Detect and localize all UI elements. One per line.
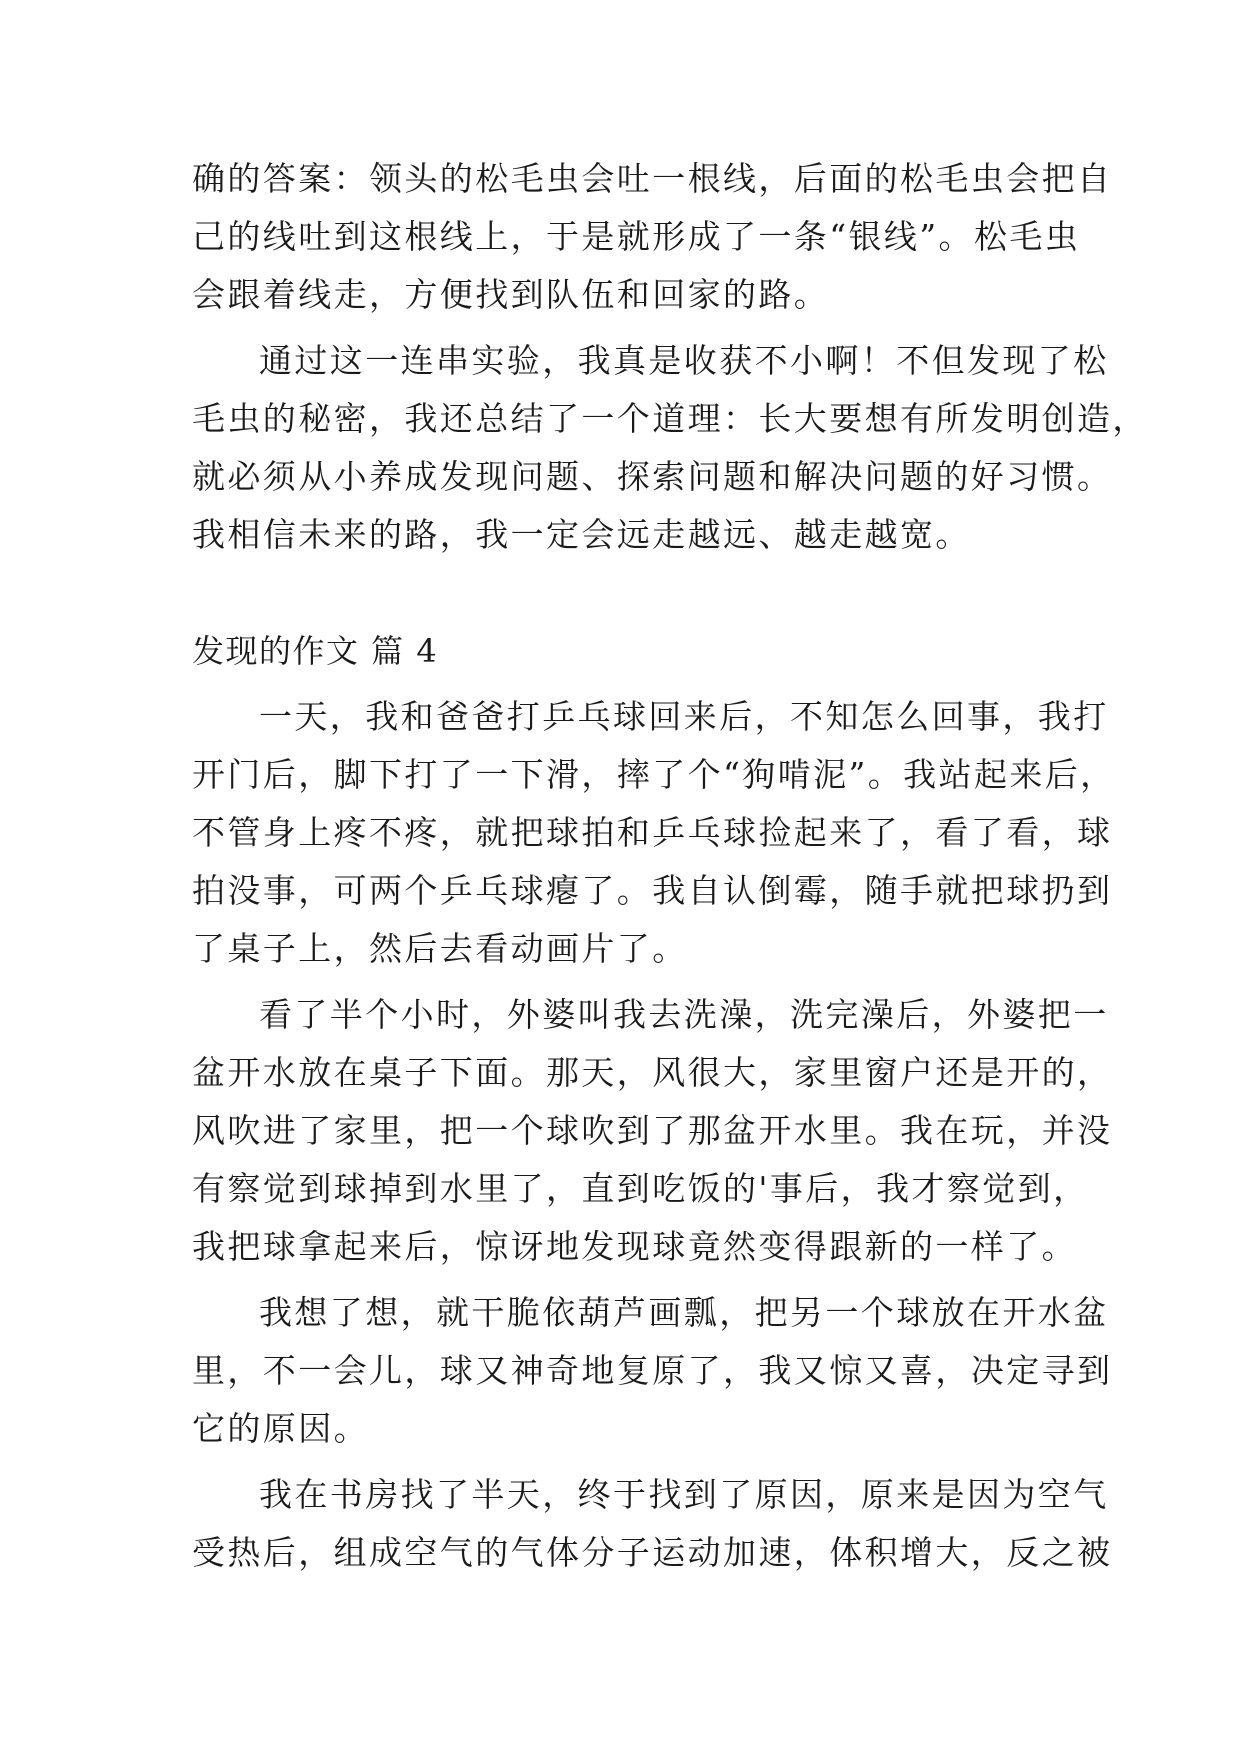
paragraph xyxy=(192,332,1148,564)
text-line: 我把球拿起来后，惊讶地发现球竟然变得跟新的一样了。 xyxy=(192,1227,1077,1266)
paragraph xyxy=(192,986,1113,1276)
text-line: 我在书房找了半天，终于找到了原因，原来是因为空气 xyxy=(259,1475,1109,1514)
text-line: 通过这一连串实验，我真是收获不小啊！不但发现了松 xyxy=(259,341,1109,380)
text-line: 不管身上疼不疼，就把球拍和乒乓球捡起来了，看了看，球 xyxy=(192,813,1113,852)
text-line: 盆开水放在桌子下面。那天，风很大，家里窗户还是开的， xyxy=(192,1053,1113,1092)
text-line: 己的线吐到这根线上，于是就形成了一条“银线”。松毛虫 xyxy=(192,217,1081,256)
text-line: 一天，我和爸爸打乒乓球回来后，不知怎么回事，我打 xyxy=(259,697,1109,736)
text-line: 它的原因。 xyxy=(192,1409,369,1448)
text-line: 了桌子上，然后去看动画片了。 xyxy=(192,929,688,968)
text-line: 我相信未来的路，我一定会远走越远、越走越宽。 xyxy=(192,515,971,554)
text-line: 受热后，组成空气的气体分子运动加速，体积增大，反之被 xyxy=(192,1533,1113,1572)
text-line: 拍没事，可两个乒乓球瘪了。我自认倒霉，随手就把球扔到 xyxy=(192,871,1113,910)
section-heading: 发现的作文 篇 4 xyxy=(192,632,439,670)
paragraph xyxy=(192,1466,1113,1582)
paragraph xyxy=(192,688,1116,978)
text-line: 我想了想，就干脆依葫芦画瓢，把另一个球放在开水盆 xyxy=(259,1293,1109,1332)
text-line: 有察觉到球掉到水里了，直到吃饭的'事后，我才察觉到， xyxy=(192,1169,1089,1208)
text-line: 毛虫的秘密，我还总结了一个道理：长大要想有所发明创造， xyxy=(192,399,1148,438)
paragraph xyxy=(192,1284,1113,1458)
text-line: 确的答案：领头的松毛虫会吐一根线，后面的松毛虫会把自 xyxy=(192,159,1113,198)
text-line: 会跟着线走，方便找到队伍和回家的路。 xyxy=(192,275,830,314)
text-line: 里，不一会儿，球又神奇地复原了，我又惊又喜，决定寻到 xyxy=(192,1351,1113,1390)
document-page xyxy=(192,150,1148,1582)
text-line: 风吹进了家里，把一个球吹到了那盆开水里。我在玩，并没 xyxy=(192,1111,1113,1150)
text-line: 就必须从小养成发现问题、探索问题和解决问题的好习惯。 xyxy=(192,457,1113,496)
text-line: 开门后，脚下打了一下滑，摔了个“狗啃泥”。我站起来后， xyxy=(192,755,1116,794)
text-line: 看了半个小时，外婆叫我去洗澡，洗完澡后，外婆把一 xyxy=(259,995,1109,1034)
paragraph xyxy=(192,150,1113,324)
